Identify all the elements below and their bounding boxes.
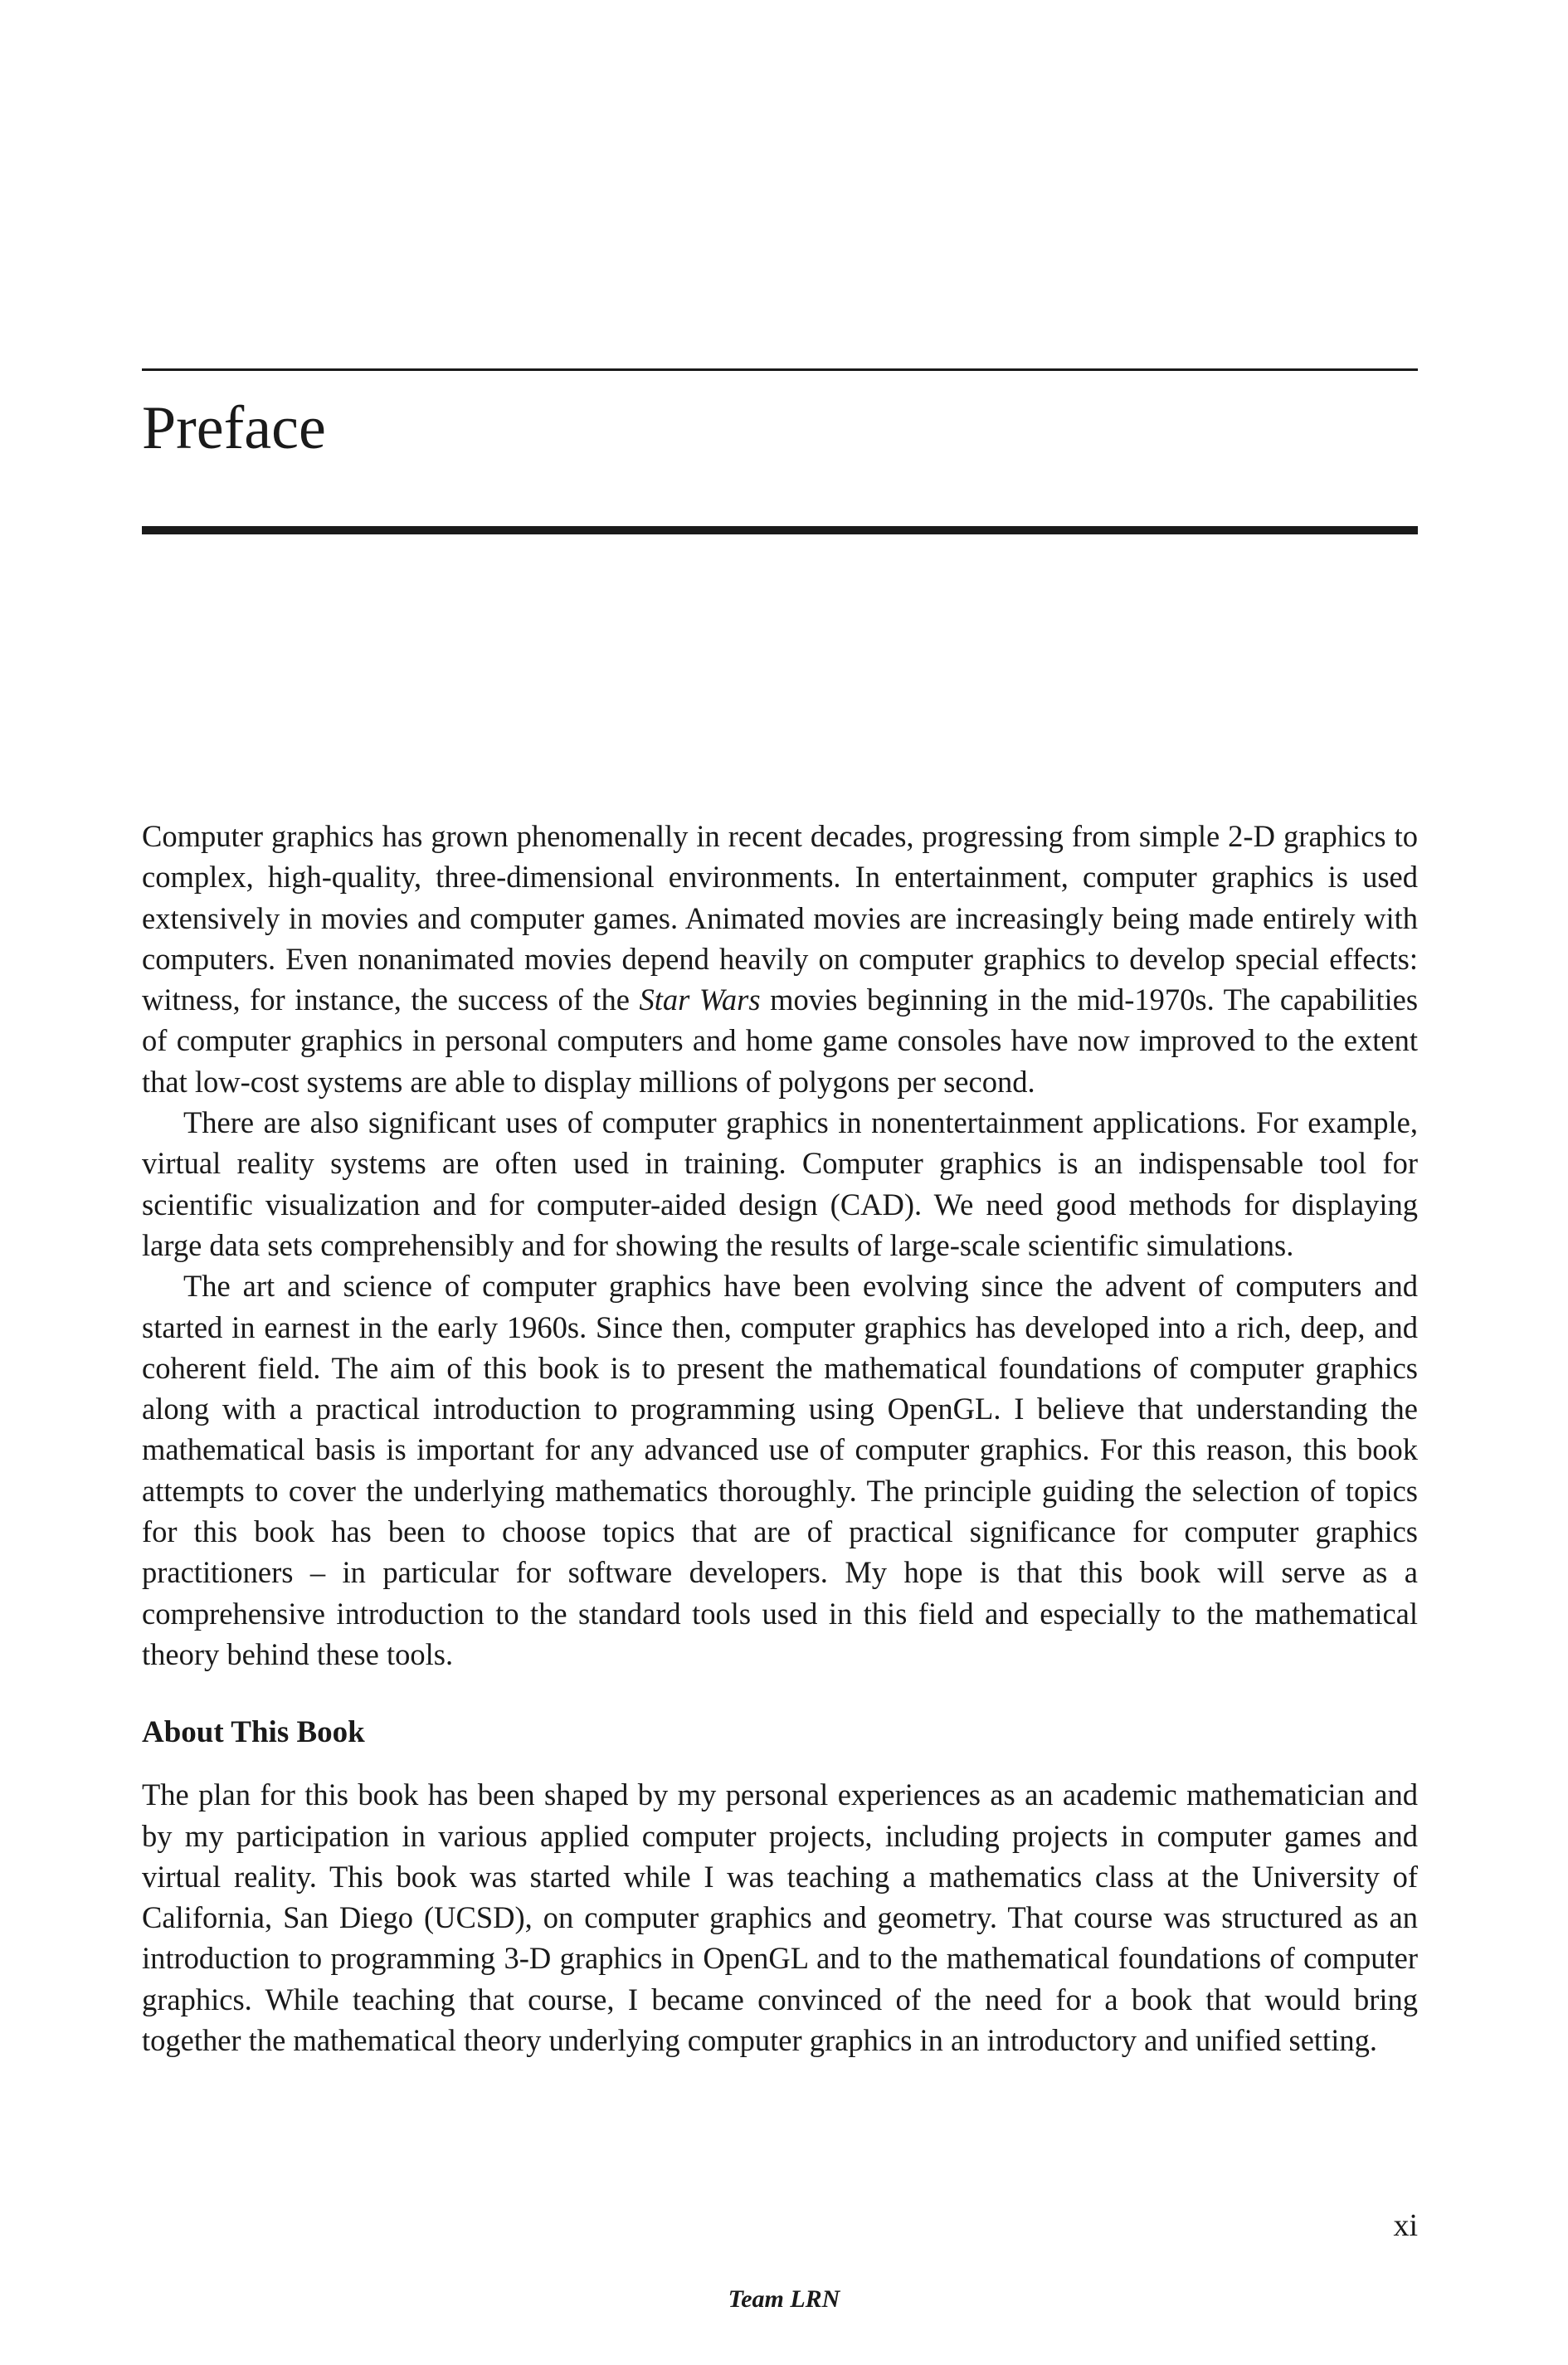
- paragraph-1-text-b: movies beginning in the mid-1970s. The capabilities of computer graphics in personal computers and home game consoles have now improved to the extent that low-cost systems are able to display millions of polygons per second.: [142, 983, 1419, 1099]
- paragraph-2: There are also significant uses of computer graphics in nonentertainment applications. For example, virtual reality systems are often used in training. Computer graphics is an indispensable tool for scientific visualization and for computer-aided design (CAD). We need good methods for displaying large data sets comprehensibly and for showing the results of large-scale scientific simulations.: [142, 1105, 1418, 1262]
- page-number: xi: [1393, 2208, 1418, 2243]
- title-top-rule: [142, 368, 1418, 371]
- footer-tag: Team LRN: [728, 2285, 840, 2313]
- chapter-title: Preface: [142, 394, 326, 462]
- paragraph-1-text-a: Computer graphics has grown phenomenally in recent decades, progressing from simple 2-D graphics to complex, high-quality, three-dimensional environments. In entertainment, computer graphics is used extensively in movies and computer games. Animated movies are increasingly being made entirely with computers. Even nonanimated movies depend heavily on computer graphics to develop special effects: witness, for instance, the success of the: [142, 819, 1418, 1017]
- paragraph-3: The art and science of computer graphics have been evolving since the advent of computers and started in earnest in the early 1960s. Since then, computer graphics has developed into a rich, deep, and coherent field. The aim of this book is to present the mathematical foundations of computer graphics along with a practical introduction to programming using OpenGL. I believe that understanding the mathematical basis is important for any advanced use of computer graphics. For this reason, this book attempts to cover the underlying mathematics thoroughly. The principle guiding the selection of topics for this book has been to choose topics that are of practical significance for computer graphics practitioners – in particular for software developers. My hope is that this book will serve as a comprehensive introduction to the standard tools used in this field and especially to the mathematical theory behind these tools.: [142, 1269, 1418, 1671]
- title-bottom-rule: [142, 526, 1418, 534]
- paragraph-4: The plan for this book has been shaped by my personal experiences as an academic mathematician and by my participation in various applied computer projects, including projects in computer games and virtual reality. This book was started while I was teaching a mathematics class at the University of California, San Diego (UCSD), on computer graphics and geometry. That course was structured as an introduction to programming 3-D graphics in OpenGL and to the mathematical foundations of computer graphics. While teaching that course, I became convinced of the need for a book that would bring together the mathematical theory underlying computer graphics in an introductory and unified setting.: [142, 1777, 1418, 2058]
- paragraph-1: [142, 816, 1418, 1102]
- body-text: [142, 816, 1418, 2060]
- section-heading: About This Book: [142, 1715, 365, 1750]
- star-wars-italic: Star Wars: [639, 983, 761, 1017]
